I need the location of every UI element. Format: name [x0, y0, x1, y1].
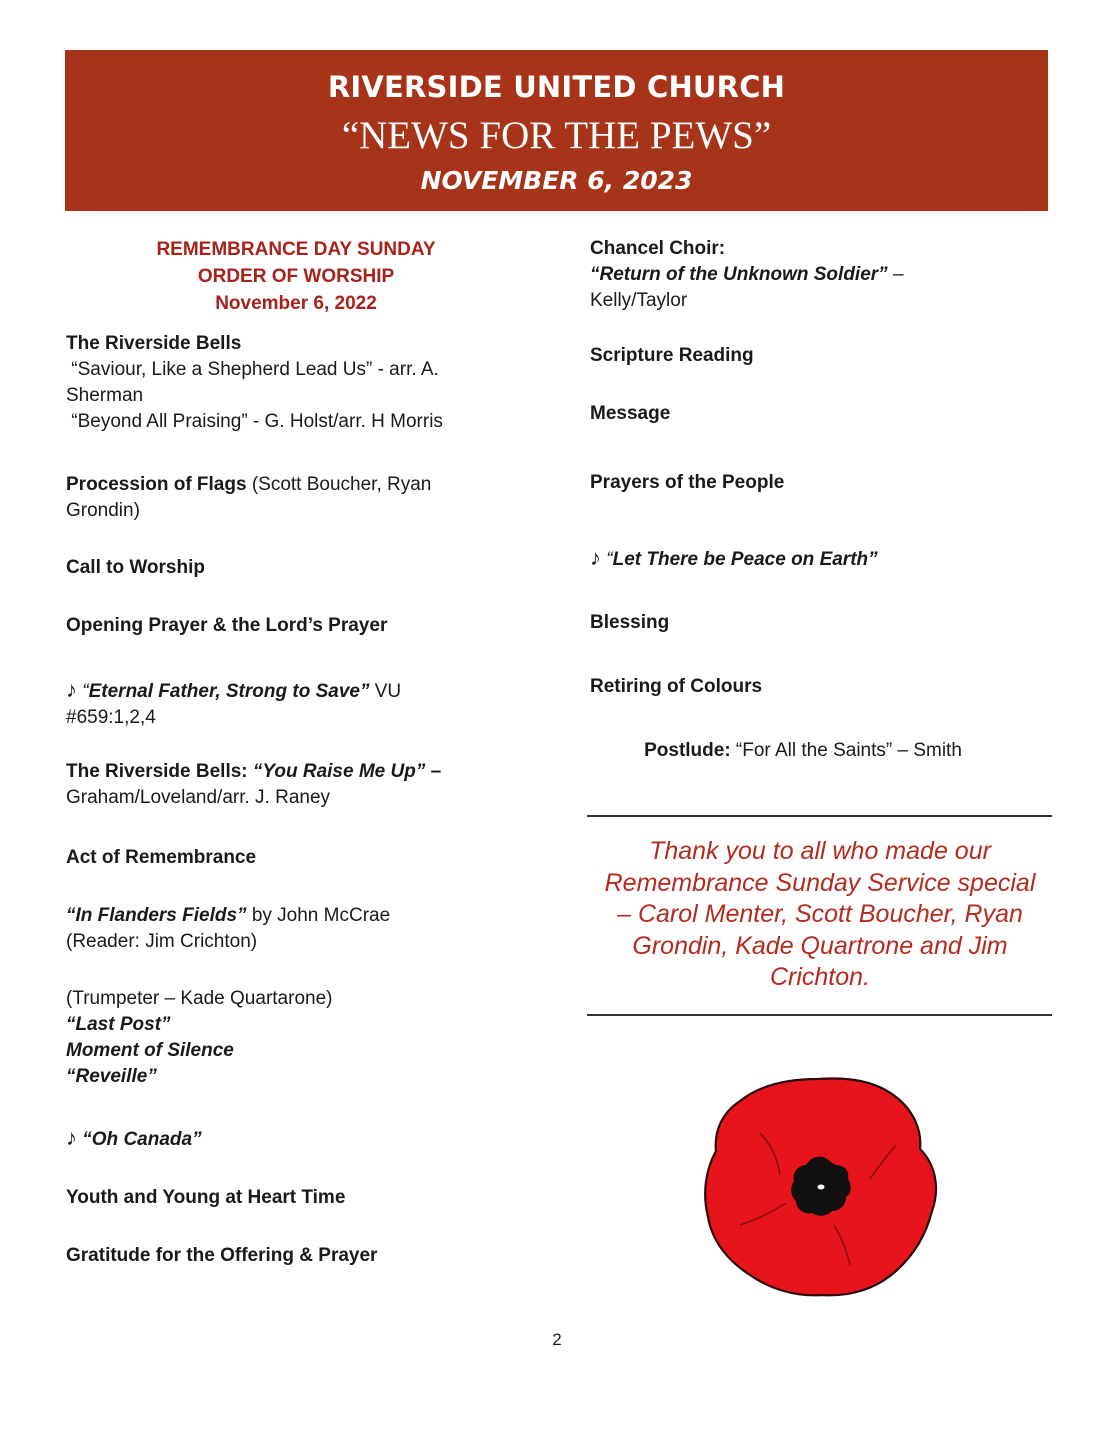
flanders-item: [66, 903, 526, 955]
choir-credit: Kelly/Taylor: [590, 290, 688, 311]
hymn1-title: Eternal Father, Strong to Save”: [88, 681, 370, 702]
church-name: RIVERSIDE UNITED CHURCH: [327, 70, 786, 104]
musical-note-icon: ♪: [66, 677, 77, 702]
prayers-of-the-people: Prayers of the People: [590, 472, 785, 493]
scripture-reading: Scripture Reading: [590, 345, 754, 366]
bells-piece-2: “Beyond All Praising” - G. Holst/arr. H Morris: [66, 411, 443, 432]
last-post: “Last Post”: [66, 1014, 171, 1035]
divider-bottom: [587, 1014, 1052, 1016]
hymn1-quote: “: [77, 681, 89, 702]
flanders-reader: (Reader: Jim Crichton): [66, 931, 258, 952]
anthem-title: “Oh Canada”: [77, 1129, 202, 1150]
postlude: [590, 738, 1016, 764]
bells-item: [66, 331, 526, 435]
hymn2-quote: “: [601, 549, 613, 570]
choir-piece: “Return of the Unknown Soldier”: [590, 264, 888, 285]
page-number: 2: [552, 1330, 562, 1349]
newsletter-title: “NEWS FOR THE PEWS”: [341, 114, 772, 157]
act-of-remembrance: Act of Remembrance: [66, 847, 257, 868]
thanks-line-5: Crichton.: [769, 963, 871, 991]
bells2-title: The Riverside Bells:: [66, 761, 253, 782]
thanks-line-1: Thank you to all who made our: [649, 837, 991, 865]
blessing: Blessing: [590, 612, 670, 633]
call-to-worship: Call to Worship: [66, 557, 205, 578]
flanders-title: “In Flanders Fields”: [66, 905, 247, 926]
flags-title: Procession of Flags: [66, 474, 247, 495]
bells2-credit: Graham/Loveland/arr. J. Raney: [66, 787, 331, 808]
bells-2-item: [66, 759, 526, 811]
hymn-peace-on-earth: [590, 545, 1050, 573]
bells-title: The Riverside Bells: [66, 333, 242, 354]
poppy-illustration: [700, 1075, 940, 1300]
choir-item: [590, 236, 1050, 314]
divider-top: [587, 815, 1052, 817]
opening-prayer: Opening Prayer & the Lord’s Prayer: [66, 615, 388, 636]
hymn2-title: Let There be Peace on Earth”: [612, 549, 878, 570]
flags-detail: (Scott Boucher, Ryan: [246, 474, 432, 495]
thank-you-note: [590, 836, 1050, 994]
retiring-of-colours: Retiring of Colours: [590, 676, 763, 697]
hymn1-ref: VU: [369, 681, 402, 702]
postlude-piece: “For All the Saints” – Smith: [730, 740, 962, 761]
bells-piece-1-cont: Sherman: [66, 385, 144, 406]
heading-line-2: ORDER OF WORSHIP: [197, 266, 395, 287]
thanks-line-2: Remembrance Sunday Service special: [604, 868, 1036, 897]
message: Message: [590, 403, 671, 424]
postlude-label: Postlude:: [644, 740, 731, 761]
musical-note-icon: ♪: [590, 545, 601, 570]
bells2-dash: –: [425, 761, 442, 782]
thanks-line-4: Grondin, Kade Quartrone and Jim: [632, 931, 1008, 960]
order-heading: [66, 236, 526, 317]
newsletter-date: NOVEMBER 6, 2023: [420, 166, 693, 195]
hymn1-ref-cont: #659:1,2,4: [66, 707, 156, 728]
heading-line-1: REMEMBRANCE DAY SUNDAY: [156, 239, 436, 260]
trumpeter-item: [66, 986, 526, 1090]
moment-of-silence: Moment of Silence: [66, 1040, 234, 1061]
poppy-center-highlight: [818, 1185, 825, 1190]
musical-note-icon: ♪: [66, 1125, 77, 1150]
hymn-eternal-father: [66, 677, 526, 731]
flags-detail-cont: Grondin): [66, 500, 140, 521]
youth-time: Youth and Young at Heart Time: [66, 1187, 346, 1208]
flags-item: [66, 472, 526, 524]
header-banner: [65, 50, 1048, 211]
order-of-worship-left: [66, 236, 526, 1266]
choir-title: Chancel Choir:: [590, 238, 726, 259]
flanders-author: by John McCrae: [246, 905, 391, 926]
heading-line-3: November 6, 2022: [215, 293, 377, 314]
choir-dash: –: [887, 264, 904, 285]
thanks-line-3: – Carol Menter, Scott Boucher, Ryan: [617, 900, 1023, 928]
offering-prayer: Gratitude for the Offering & Prayer: [66, 1245, 378, 1266]
reveille: “Reveille”: [66, 1066, 157, 1087]
bells2-piece: “You Raise Me Up”: [252, 761, 426, 782]
anthem-item: [66, 1125, 526, 1153]
trumpeter: (Trumpeter – Kade Quartarone): [66, 988, 333, 1009]
bells-piece-1: “Saviour, Like a Shepherd Lead Us” - arr. A.: [66, 359, 439, 380]
